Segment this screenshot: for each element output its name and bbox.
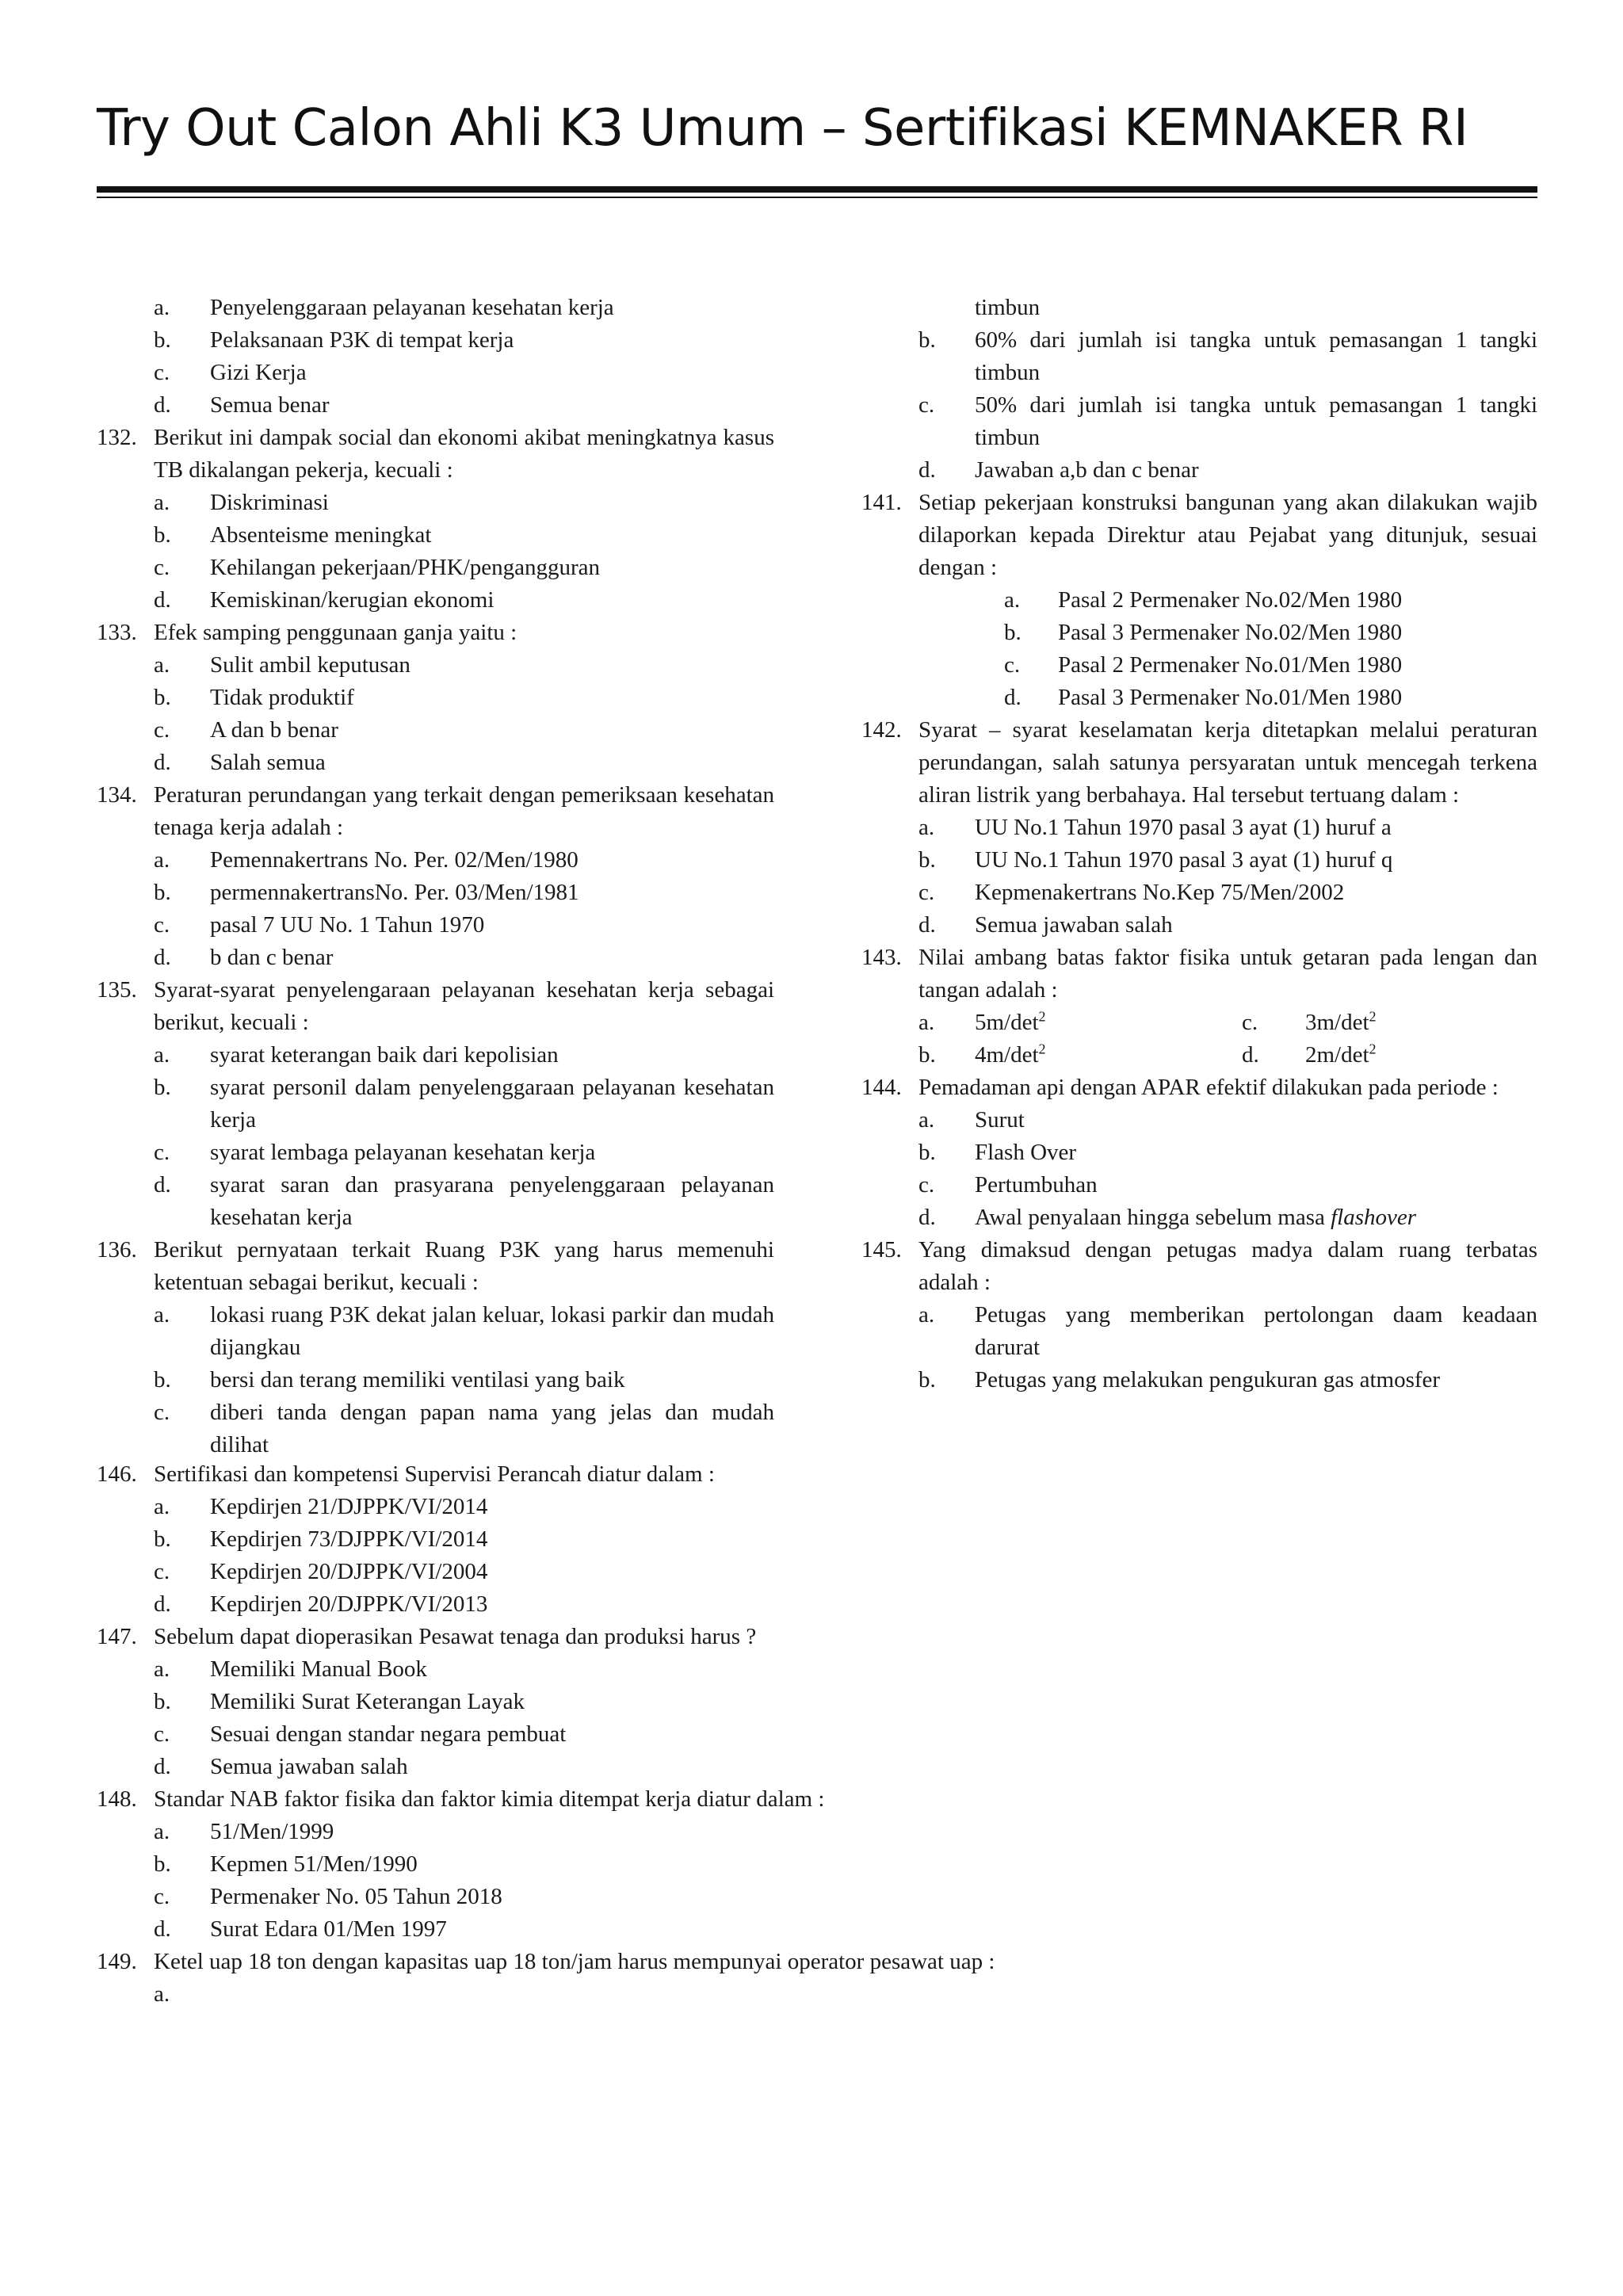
option-emphasis: flashover	[1331, 1205, 1417, 1230]
option-value: 5m/det	[975, 1010, 1039, 1035]
left-column	[97, 292, 774, 1461]
option-letter: c.	[154, 1884, 170, 1909]
option	[861, 617, 1537, 649]
option-letter: d.	[918, 457, 936, 483]
option-letter: c.	[154, 1559, 170, 1584]
option-letter: b.	[154, 1367, 171, 1392]
option-text: syarat personil dalam penyelenggaraan pelayanan kesehatan kerja	[210, 1075, 774, 1133]
option-letter: c.	[154, 1400, 170, 1425]
question-149	[97, 1946, 1127, 1978]
option	[861, 1201, 1537, 1234]
superscript: 2	[1038, 1041, 1046, 1057]
option-text: 50% dari jumlah isi tangka untuk pemasangan 1 tangki timbun	[975, 392, 1537, 450]
option-letter: a.	[918, 815, 935, 840]
option-letter: b.	[154, 1526, 171, 1552]
option-letter: d.	[154, 1916, 171, 1942]
option-value: 4m/det	[975, 1042, 1039, 1068]
option-row	[861, 1007, 1537, 1039]
option-text: Semua benar	[210, 392, 330, 418]
option-text: Surat Edara 01/Men 1997	[210, 1916, 447, 1942]
option	[97, 1686, 1127, 1718]
option	[861, 909, 1537, 942]
option-letter: b.	[918, 327, 936, 353]
option-letter: d.	[154, 587, 171, 613]
option-text: Flash Over	[975, 1140, 1077, 1165]
question-147	[97, 1621, 1127, 1653]
option	[861, 682, 1537, 714]
option-text: Tidak produktif	[210, 685, 354, 710]
option	[97, 909, 774, 942]
option-letter: a.	[154, 295, 170, 320]
option-text: syarat saran dan prasyarana penyelenggaraan pelayanan kesehatan kerja	[210, 1172, 774, 1230]
option-text: Absenteisme meningkat	[210, 522, 432, 548]
question-text: Pemadaman api dengan APAR efektif dilakukan pada periode :	[918, 1075, 1499, 1100]
option	[861, 584, 1537, 617]
option	[97, 942, 774, 974]
option-text: Penyelenggaraan pelayanan kesehatan kerja	[210, 295, 614, 320]
option	[97, 584, 774, 617]
option	[97, 1881, 1127, 1913]
option-letter: a.	[918, 1010, 935, 1035]
page-title: Try Out Calon Ahli K3 Umum – Sertifikasi KEMNAKER RI	[97, 99, 1468, 158]
question-number: 135.	[97, 977, 137, 1003]
option-text	[1305, 1039, 1377, 1072]
option-letter: c.	[154, 912, 170, 938]
question-number: 147.	[97, 1624, 137, 1649]
option-letter: c.	[918, 1172, 935, 1198]
question-144	[861, 1072, 1537, 1104]
option-letter: a.	[154, 490, 170, 515]
question-text: Efek samping penggunaan ganja yaitu :	[154, 620, 517, 645]
option-letter: b.	[918, 1042, 936, 1068]
option-letter: c.	[918, 880, 935, 905]
option-text	[975, 1201, 1537, 1234]
option-letter: d.	[918, 912, 936, 938]
option-letter: a.	[154, 1302, 170, 1328]
question-number: 143.	[861, 945, 902, 970]
question-141	[861, 487, 1537, 584]
option	[97, 292, 774, 324]
option	[97, 747, 774, 779]
option	[97, 357, 774, 389]
question-133	[97, 617, 774, 649]
option-letter: a.	[1004, 587, 1021, 613]
question-136	[97, 1234, 774, 1299]
option-text: Salah semua	[210, 750, 326, 775]
option	[97, 682, 774, 714]
option-text: Kepmen 51/Men/1990	[210, 1851, 418, 1877]
question-text: Syarat – syarat keselamatan kerja ditetapkan melalui peraturan perundangan, salah satunya persyaratan untuk mencegah terkena aliran listrik yang berbahaya. Hal tersebut tertuang dalam :	[918, 717, 1537, 808]
option-text: UU No.1 Tahun 1970 pasal 3 ayat (1) huruf q	[975, 847, 1393, 873]
option	[861, 1137, 1537, 1169]
option-value: Awal penyalaan hingga sebelum masa	[975, 1205, 1331, 1230]
option-letter: b.	[154, 1851, 171, 1877]
option	[97, 487, 774, 519]
option	[97, 1491, 1127, 1523]
option	[97, 324, 774, 357]
option-text: Gizi Kerja	[210, 360, 307, 385]
option-text: pasal 7 UU No. 1 Tahun 1970	[210, 912, 485, 938]
question-135	[97, 974, 774, 1039]
option	[861, 1299, 1537, 1364]
option	[97, 1751, 1127, 1783]
superscript: 2	[1369, 1008, 1377, 1025]
question-text: Sebelum dapat dioperasikan Pesawat tenaga dan produksi harus ?	[154, 1624, 757, 1649]
option-text: Pasal 2 Permenaker No.02/Men 1980	[1058, 587, 1403, 613]
question-text: Peraturan perundangan yang terkait dengan pemeriksaan kesehatan tenaga kerja adalah :	[154, 782, 774, 840]
option-letter: a.	[154, 1981, 170, 2007]
option-text: Permenaker No. 05 Tahun 2018	[210, 1884, 502, 1909]
option-letter: d.	[1004, 685, 1022, 710]
option-text: Memiliki Manual Book	[210, 1656, 427, 1682]
option-letter: d.	[154, 1172, 171, 1198]
option-text: UU No.1 Tahun 1970 pasal 3 ayat (1) huruf a	[975, 815, 1392, 840]
option	[97, 552, 774, 584]
option-text: Sulit ambil keputusan	[210, 652, 411, 678]
option-letter: b.	[154, 880, 171, 905]
option-text: Petugas yang melakukan pengukuran gas atmosfer	[975, 1367, 1441, 1392]
option	[97, 1848, 1127, 1881]
question-text: Berikut pernyataan terkait Ruang P3K yang harus memenuhi ketentuan sebagai berikut, kecuali :	[154, 1237, 774, 1295]
option-text: Semua jawaban salah	[975, 912, 1173, 938]
option	[861, 649, 1537, 682]
option	[861, 1169, 1537, 1201]
option-letter: a.	[918, 1302, 935, 1328]
option-text: Sesuai dengan standar negara pembuat	[210, 1721, 567, 1747]
option-text: Pemennakertrans No. Per. 02/Men/1980	[210, 847, 579, 873]
question-number: 141.	[861, 490, 902, 515]
option-letter: b.	[154, 685, 171, 710]
option-text: Pasal 3 Permenaker No.01/Men 1980	[1058, 685, 1403, 710]
option-letter: a.	[918, 1107, 935, 1133]
option	[97, 1588, 1127, 1621]
option-letter: b.	[918, 1140, 936, 1165]
continued-text: timbun	[975, 295, 1041, 320]
question-134	[97, 779, 774, 844]
option	[97, 1396, 774, 1461]
option	[97, 1523, 1127, 1556]
option-letter: b.	[154, 327, 171, 353]
option	[97, 844, 774, 877]
option-text: Semua jawaban salah	[210, 1754, 408, 1779]
option	[97, 1137, 774, 1169]
option-row	[861, 1039, 1537, 1072]
question-148	[97, 1783, 1127, 1816]
superscript: 2	[1369, 1041, 1377, 1057]
option-text: Pelaksanaan P3K di tempat kerja	[210, 327, 514, 353]
option-letter: b.	[154, 522, 171, 548]
header-rule-thin	[97, 197, 1537, 198]
option-text: Kemiskinan/kerugian ekonomi	[210, 587, 495, 613]
option-letter: d.	[918, 1205, 936, 1230]
question-143	[861, 942, 1537, 1007]
option	[861, 454, 1537, 487]
option	[97, 1816, 1127, 1848]
question-142	[861, 714, 1537, 812]
option	[97, 877, 774, 909]
option	[97, 714, 774, 747]
option-text: syarat lembaga pelayanan kesehatan kerja	[210, 1140, 596, 1165]
option-letter: c.	[154, 555, 170, 580]
option-text: diberi tanda dengan papan nama yang jelas dan mudah dilihat	[210, 1400, 774, 1457]
question-text: Ketel uap 18 ton dengan kapasitas uap 18 ton/jam harus mempunyai operator pesawat uap :	[154, 1949, 995, 1974]
option-letter: b.	[154, 1075, 171, 1100]
question-number: 142.	[861, 717, 902, 743]
question-number: 144.	[861, 1075, 902, 1100]
option-letter: c.	[154, 717, 170, 743]
option-text: bersi dan terang memiliki ventilasi yang baik	[210, 1367, 625, 1392]
option-letter: b.	[1004, 620, 1022, 645]
question-number: 134.	[97, 782, 137, 808]
option	[861, 1364, 1537, 1396]
option	[97, 1718, 1127, 1751]
option-text: Kepdirjen 73/DJPPK/VI/2014	[210, 1526, 488, 1552]
option	[97, 519, 774, 552]
option-text: Kehilangan pekerjaan/PHK/pengangguran	[210, 555, 601, 580]
question-number: 146.	[97, 1461, 137, 1487]
question-145	[861, 1234, 1537, 1299]
option-letter: c.	[154, 1140, 170, 1165]
question-text: Berikut ini dampak social dan ekonomi akibat meningkatnya kasus TB dikalangan pekerja, kecuali :	[154, 425, 774, 483]
option-text: Jawaban a,b dan c benar	[975, 457, 1199, 483]
option-text: Diskriminasi	[210, 490, 329, 515]
option-text: permennakertransNo. Per. 03/Men/1981	[210, 880, 579, 905]
option	[97, 389, 774, 422]
option-letter: a.	[154, 1494, 170, 1519]
question-text: Sertifikasi dan kompetensi Supervisi Perancah diatur dalam :	[154, 1461, 715, 1487]
option-letter: d.	[154, 1591, 171, 1617]
question-number: 145.	[861, 1237, 902, 1263]
option-letter: c.	[154, 1721, 170, 1747]
question-text: Nilai ambang batas faktor fisika untuk getaran pada lengan dan tangan adalah :	[918, 945, 1537, 1003]
option-text: 51/Men/1999	[210, 1819, 334, 1844]
option	[861, 812, 1537, 844]
option-text	[1305, 1007, 1377, 1039]
option-text: A dan b benar	[210, 717, 338, 743]
option-text: Pertumbuhan	[975, 1172, 1098, 1198]
option-text: Kepdirjen 20/DJPPK/VI/2004	[210, 1559, 488, 1584]
option	[97, 649, 774, 682]
question-text: Syarat-syarat penyelengaraan pelayanan kesehatan kerja sebagai berikut, kecuali :	[154, 977, 774, 1035]
option	[861, 324, 1537, 389]
option-value: 2m/det	[1305, 1042, 1369, 1068]
superscript: 2	[1038, 1008, 1046, 1025]
option-letter: b.	[154, 1689, 171, 1714]
option	[861, 877, 1537, 909]
right-column	[861, 292, 1537, 1396]
option-letter: a.	[154, 1656, 170, 1682]
option-value: 3m/det	[1305, 1010, 1369, 1035]
option-text: 60% dari jumlah isi tangka untuk pemasangan 1 tangki timbun	[975, 327, 1537, 385]
option-letter: c.	[918, 392, 935, 418]
option-text: Memiliki Surat Keterangan Layak	[210, 1689, 525, 1714]
option-letter: a.	[154, 1819, 170, 1844]
option	[97, 1653, 1127, 1686]
option-letter: d.	[154, 945, 171, 970]
header-rule-thick	[97, 186, 1537, 193]
option-letter: d.	[154, 392, 171, 418]
question-text: Standar NAB faktor fisika dan faktor kimia ditempat kerja diatur dalam :	[154, 1786, 825, 1812]
option	[97, 1299, 774, 1364]
question-text: Setiap pekerjaan konstruksi bangunan yang akan dilakukan wajib dilaporkan kepada Direktur atau Pejabat yang ditunjuk, sesuai dengan :	[918, 490, 1537, 580]
option	[97, 1913, 1127, 1946]
option-text: Kepdirjen 20/DJPPK/VI/2013	[210, 1591, 488, 1617]
option-letter: c.	[1004, 652, 1021, 678]
question-number: 149.	[97, 1949, 137, 1974]
question-text: Yang dimaksud dengan petugas madya dalam ruang terbatas adalah :	[918, 1237, 1537, 1295]
option	[97, 1556, 1127, 1588]
option-text: Petugas yang memberikan pertolongan daam keadaan darurat	[975, 1302, 1537, 1360]
option	[97, 1364, 774, 1396]
option-text: Pasal 2 Permenaker No.01/Men 1980	[1058, 652, 1403, 678]
option-letter: a.	[154, 1042, 170, 1068]
option-letter: c.	[1242, 1010, 1258, 1035]
bottom-section	[97, 1458, 1127, 2007]
option-letter: a.	[154, 652, 170, 678]
option-letter: d.	[1242, 1042, 1259, 1068]
option-text: lokasi ruang P3K dekat jalan keluar, lokasi parkir dan mudah dijangkau	[210, 1302, 774, 1360]
question-132	[97, 422, 774, 487]
option-text: b dan c benar	[210, 945, 334, 970]
option-letter: a.	[154, 847, 170, 873]
option-letter: c.	[154, 360, 170, 385]
option-letter: b.	[918, 1367, 936, 1392]
option-letter: d.	[154, 1754, 171, 1779]
option	[861, 844, 1537, 877]
option	[97, 1039, 774, 1072]
option-text	[975, 1007, 1046, 1039]
option-text: Pasal 3 Permenaker No.02/Men 1980	[1058, 620, 1403, 645]
question-number: 136.	[97, 1237, 137, 1263]
question-number: 133.	[97, 620, 137, 645]
option	[97, 1072, 774, 1137]
option	[861, 389, 1537, 454]
option-text: Surut	[975, 1107, 1025, 1133]
option-text: syarat keterangan baik dari kepolisian	[210, 1042, 559, 1068]
option-text	[975, 1039, 1046, 1072]
option-letter: b.	[918, 847, 936, 873]
option-letter: d.	[154, 750, 171, 775]
question-number: 132.	[97, 425, 137, 450]
option	[97, 1169, 774, 1234]
option-text: Kepdirjen 21/DJPPK/VI/2014	[210, 1494, 488, 1519]
question-number: 148.	[97, 1786, 137, 1812]
option	[861, 1104, 1537, 1137]
option-text: Kepmenakertrans No.Kep 75/Men/2002	[975, 880, 1345, 905]
question-146	[97, 1458, 1127, 1491]
